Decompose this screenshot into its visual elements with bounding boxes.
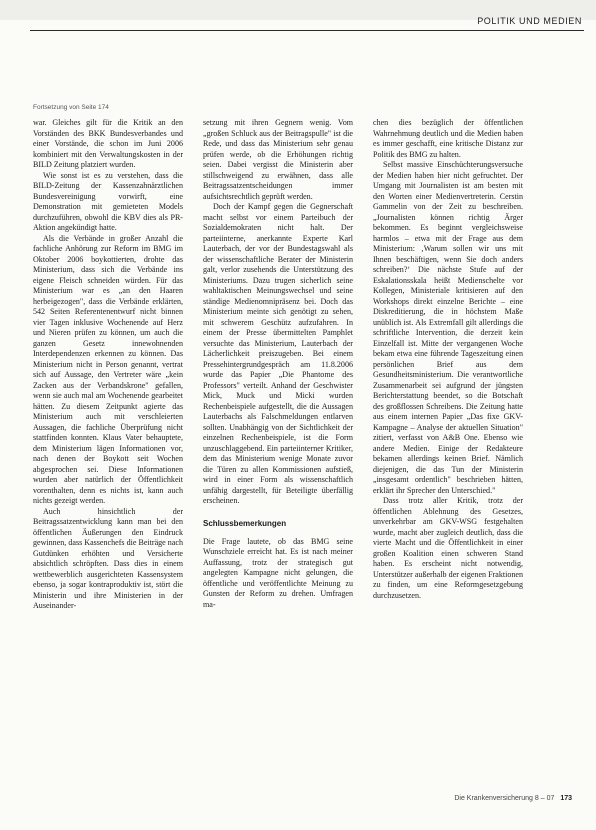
section-subheading: Schlussbemerkungen [203, 518, 287, 528]
page-number: 173 [560, 795, 572, 802]
continued-note: Fortsetzung von Seite 174 [33, 104, 109, 111]
paragraph: Dass trotz aller Kritik, trotz der öffentlichen Ablehnung des Gesetzes, unverkehrbar am GKV-WSG festgehalten wurde, macht aber zugleich deutlich, dass die vierte Macht und die Öffentlichkeit in einer großen Koalition einen schweren Stand haben. Es erscheint nicht notwendig, Unterstützer außerhalb der eigenen Fraktionen zu finden, um eine Reformgesetzgebung durchzusetzen. [373, 496, 523, 600]
issue-number: 8 – 07 [534, 795, 555, 802]
text-column-1 [33, 118, 183, 612]
header-rule [30, 30, 584, 31]
paragraph: Auch hinsichtlich der Beitragssatzentwicklung kann man bei den öffentlichen Äußerungen den Eindruck gewinnen, dass Kassenchefs die Beiträge nach Gutdünken erhöhten und Versicherte absichtlich schröpften. Dass dies in einem wettbewerblich ausgerichteten Kassensystem ebenso, ja sogar kontraproduktiv ist, stört die Ministerin und ihre Ministerien in der Auseinander- [33, 506, 183, 610]
journal-name: Die Krankenversicherung [454, 795, 533, 802]
paragraph: chen dies bezüglich der öffentlichen Wahrnehmung deutlich und die Medien haben es immer geschafft, eine kritische Distanz zur Politik des BMG zu halten. [373, 118, 523, 159]
paragraph: Die Frage lautete, ob das BMG seine Wunschziele erreicht hat. Es ist nach meiner Auffassung, trotz der strategisch gut angelegten Kampagne nicht gelungen, die öffentliche und veröffentlichte Meinung zu Gunsten der Reform zu drehen. Umfragen ma- [203, 536, 353, 609]
paragraph: Als die Verbände in großer Anzahl die fachliche Anhörung zur Reform im BMG im Oktober 2006 boykottierten, drohte das Ministerium, dass sich die Verbände ins eigene Fleisch schneiden würden. Für das Ministerium war es „an den Haaren herbeigezogen", dass die Verbände erklärten, 542 Seiten Referentenentwurf nicht binnen vier Tagen inklusive Wochenende auf Herz und Nieren prüfen zu können, um auch die ganzen Gesetz innewohnenden Interdependenzen erkennen zu können. Das Ministerium nicht in Person genannt, vertrat sich auf Aussage, den Vertreter wäre „kein Zacken aus der Verbandskrone" gefallen, wenn sie auch mal am Wochenende gearbeitet hätten. Zu diesem Zeitpunkt agierte das Ministerium auch mit verschleierten Aussagen, die fachliche Überprüfung nicht stattfinden konnten. Klaus Vater behauptete, dem Ministerium lägen Informationen vor, nach denen der Boykott seit Wochen abgesprochen sei. Diese Informationen wurden aber natürlich der Öffentlichkeit vorenthalten, denn es nichts ist, kann auch nichts gezeigt werden. [33, 233, 183, 505]
paragraph: Selbst massive Einschüchterungsversuche der Medien haben hier nicht gefruchtet. Der Umgang mit Journalisten ist am besten mit den Worten einer Medienvertreterin. Cerstin Gammelin von der Zeit zu beschreiben. „Journalisten können richtig Ärger bekommen. Es beginnt vergleichsweise harmlos – etwa mit der Frage aus dem Ministerium: ‚Warum sollen wir uns mit Ihnen beschäftigen, wenn Sie doch anders schreiben?‘ Die nächste Stufe auf der Eskalationsskala heißt Medienschelte vor Kollegen, Ministeriale kritisieren auf den Workshops direkt einzelne Berichte – eine Diskreditierung, die in höchstem Maße unüblich ist. Als Extremfall gilt allerdings die schriftliche Intervention, die derzeit kein Einzelfall ist. Mitte der vergangenen Woche bekam etwa eine führende Tageszeitung einen persönlichen Brief aus dem Gesundheitsministerium. Die verantwortliche Zusammenarbeit sei aufgrund der jüngsten Berichterstattung beendet, so die Botschaft des großflossen Schreibens. Die Zeitung hatte aus einem internen Papier „Das fixe GKV-Kampagne – Analyse der aktuellen Situation" zitiert, verfasst von A&B One. Ebenso wie andere Medien. Einige der Redakteure bekamen allerdings keinen Brief. Nämlich diejenigen, die das Tun der Ministerin „insgesamt ordentlich" beschrieben hätten, erklärt ihr Sprecher den Unterschied." [373, 160, 523, 495]
paragraph: setzung mit ihren Gegnern wenig. Vom „großen Schluck aus der Beitragspulle" ist die Rede, und dass das Ministerium sehr genau prüfen werde, ob die Erhöhungen richtig seien. Dabei vergisst die Ministerin aber stillschweigend zu erwähnen, dass alle Beitragssatzentscheidungen immer aufsichtsrechtlich geprüft werden. [203, 118, 353, 201]
paragraph: Doch der Kampf gegen die Gegnerschaft macht selbst vor einem Parteibuch der Sozialdemokraten nicht halt. Der parteiinterne, anerkannte Experte Karl Lauterbach, der vor der Bundestagswahl als der wissenschaftliche Berater der Ministerin galt, verlor zusehends die Unterstützung des Ministeriums. Dazu trugen sicherlich seine wahltaktischen Meinungswechsel und seine ständige Medienomnipräsenz bei. Doch das Ministerium meinte sich genötigt zu sehen, mit schwerem Geschütz aufzufahren. In einem der Presse übermittelten Pamphlet versuchte das Ministerium, Lauterbach der Lächerlichkeit preiszugeben. Bei einem Pressehintergrundgespräch am 11.8.2006 wurde das Papier „Die Phantome des Professors" verteilt. Anhand der Geschwister Mick, Muck und Micki wurden Rechenbeispiele aufgestellt, die die Aussagen Lauterbachs als Falschmeldungen entlarven sollten. Unabhängig von der Sichtlichkeit der einzelnen Rechenbeispiele, ist die Form unzuschlaggebend. Ein parteiinterner Kritiker, dem das Ministerium wenige Monate zuvor die Türen zu allen Kommissionen aufstieß, wird in einer Form als wissenschaftlich unfähig dargestellt, für Beteiligte überfällig erscheinen. [203, 202, 353, 505]
section-rubric: POLITIK UND MEDIEN [477, 16, 582, 26]
text-column-3 [373, 118, 523, 601]
page-footer [454, 795, 572, 802]
paragraph: war. Gleiches gilt für die Kritik an den Vorständen des BKK Bundesverbandes und einer Vorstände, die schon im Juni 2006 kombiniert mit den Verwaltungskosten in der BILD Zeitung platziert wurden. [33, 118, 183, 169]
paragraph: Wie sonst ist es zu verstehen, dass die BILD-Zeitung der Kassenzahnärztlichen Bundesvereinigung vorwirft, eine Demonstration mit gemieteten Models durchzuführen, obwohl die KBV dies als PR-Aktion angekündigt hatte. [33, 170, 183, 232]
text-column-2 [203, 118, 353, 610]
